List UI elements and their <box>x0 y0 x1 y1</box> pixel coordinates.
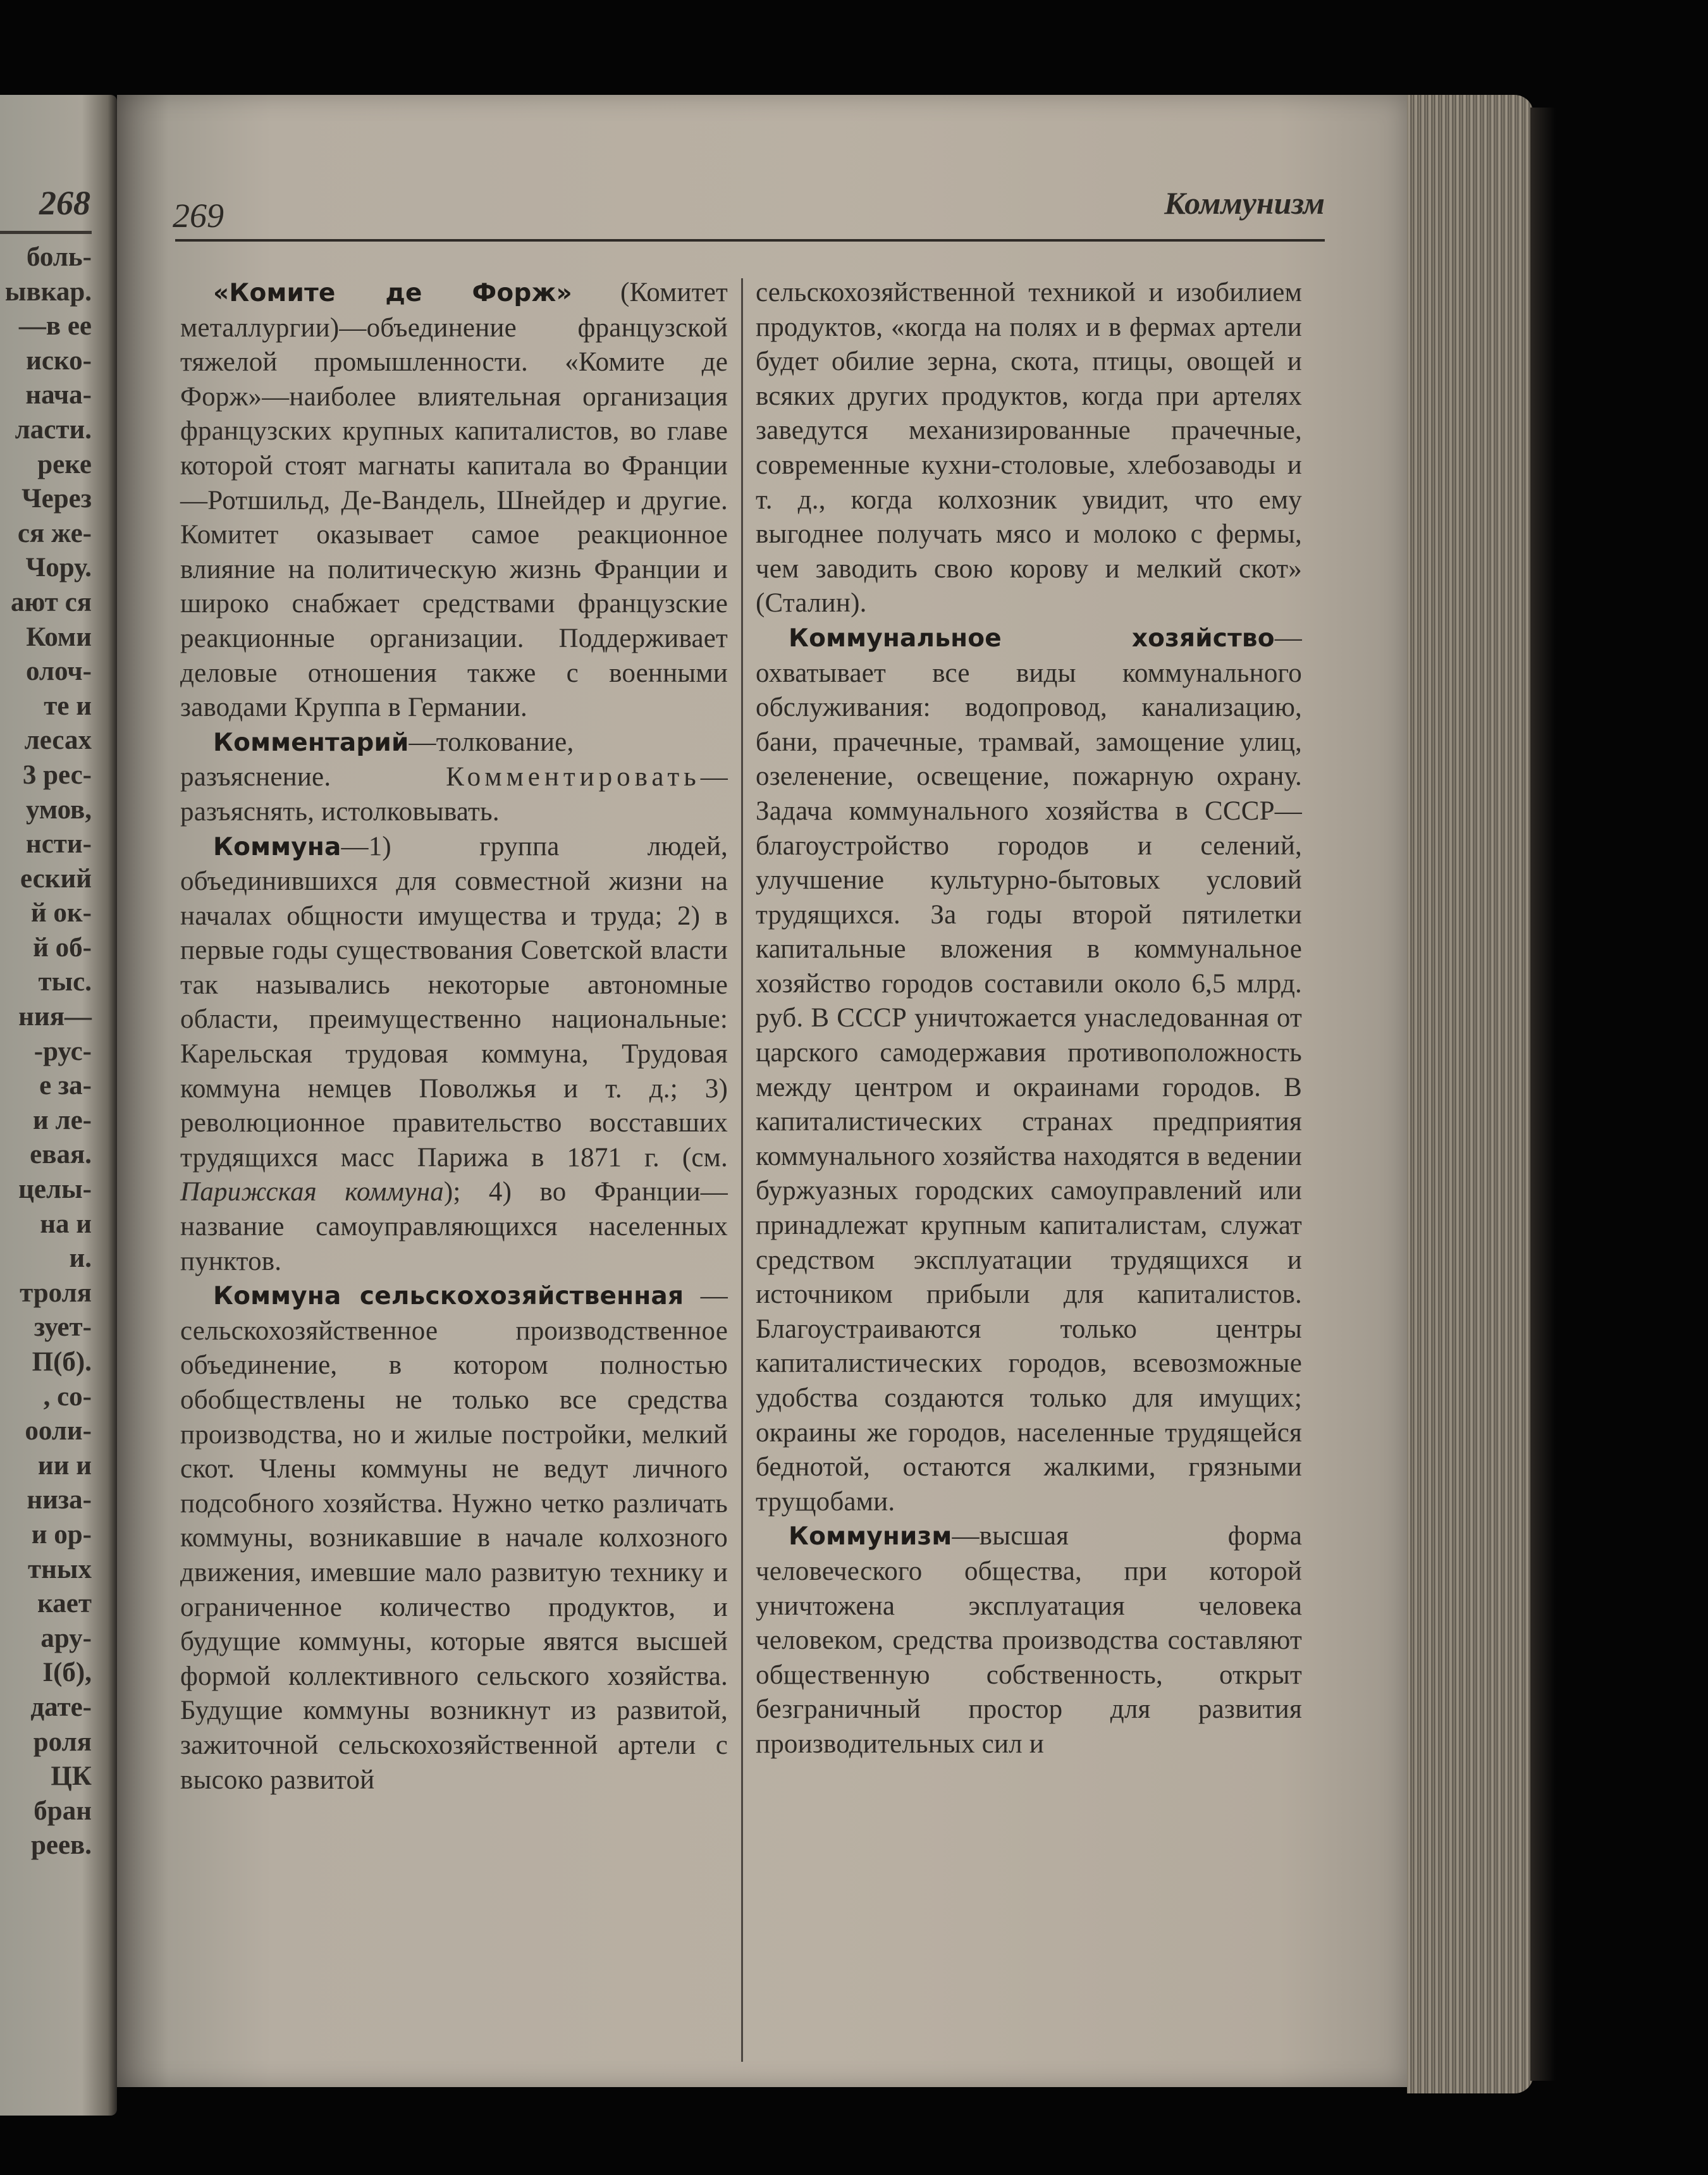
previous-page-line-fragment: —в ее <box>18 311 92 342</box>
previous-page-line-fragment: 3 рес- <box>22 760 92 790</box>
previous-page <box>0 95 117 2116</box>
entry-term: Коммунизм <box>789 1522 952 1551</box>
previous-page-line-fragment: , со- <box>43 1381 92 1412</box>
entry-kommentariy <box>180 725 728 830</box>
entry-term: Коммунальное хозяйство <box>789 624 1275 653</box>
previous-page-line-fragment: кает <box>37 1589 92 1619</box>
previous-page-line-fragment: ласти. <box>15 414 92 445</box>
text-column-left <box>180 276 728 1797</box>
previous-page-line-fragment: I(б), <box>42 1658 92 1688</box>
previous-page-line-fragment: Чору. <box>25 553 92 583</box>
previous-page-line-fragment: евая. <box>30 1140 92 1170</box>
entry-kommunalnoe-khozyaystvo <box>756 621 1302 1519</box>
text-column-right <box>756 276 1302 1762</box>
previous-page-line-fragment: ару- <box>40 1623 92 1653</box>
previous-page-line-fragment: дате- <box>30 1692 92 1722</box>
entry-text: —толкование, разъяснение. <box>180 727 574 792</box>
entry-text: —1) группа людей, объединившихся для совместной жизни на началах общности имущества и труда; 2) в первые годы существования Советской власти так назывались некоторые автономные области, преимущественно национальные: Карельская трудовая коммуна, Трудовая коммуна немцев Поволжья и т. д.; 3) революционное правительство восставших трудящихся масс Парижа в 1871 г. (см. <box>180 831 728 1173</box>
previous-page-line-fragment: е за- <box>39 1071 92 1101</box>
previous-page-line-fragment: троля <box>20 1278 92 1308</box>
previous-page-line-fragment: лесах <box>24 725 92 756</box>
previous-page-line-fragment: умов, <box>25 794 92 825</box>
entry-derived-term: Комментировать <box>446 762 701 792</box>
entry-term: Коммуна сельскохозяйственная <box>213 1282 684 1311</box>
previous-page-line-fragment: ЦК <box>51 1761 92 1792</box>
entry-text: — сельскохозяйственное производственное объединение, в котором полностью обобществлены не только все средства производства, но и жилые постройки, мелкий скот. Члены коммуны не ведут личного подсобного хозяйства. Нужно четко различать коммуны, возникавшие в начале колхозного движения, имевшие мало развитую технику и ограниченное количество продуктов, и будущие коммуны, которые явятся высшей формой коллективного сельского хозяйства. Будущие коммуны возникнут из развитой, зажиточной сельскохозяйственной артели с высоко развитой <box>180 1281 728 1795</box>
page-number: 269 <box>173 197 224 235</box>
previous-page-line-fragment: ния— <box>18 1002 92 1032</box>
previous-page-line-fragment: ывкар. <box>4 276 92 307</box>
previous-page-line-fragment: бран <box>34 1796 92 1826</box>
column-divider <box>741 278 743 2062</box>
previous-page-line-fragment: тных <box>28 1554 92 1584</box>
previous-page-line-fragment: Коми <box>26 622 92 652</box>
entry-text: —охватывает все виды коммунального обслуживания: водопровод, канализацию, бани, прачечные, трамвай, замощение улиц, озеленение, освещение, пожарную охрану. Задача коммунального хозяйства в СССР—благоустройство городов и селений, улучшение культурно-бытовых условий трудящихся. За годы второй пятилетки капитальные вложения в коммунальное хозяйство городов составили около 6,5 млрд. руб. В СССР уничтожается унаследованная от царского самодержавия противоположность между центром и окраинами городов. В капиталистических странах предприятия коммунального хозяйства находятся в ведении буржуазных городских самоуправлений или принадлежат крупным капиталистам, служат средством эксплуатации трудящихся и источником прибыли для капиталистов. Благоустраиваются только центры капиталистических городов, всевозможные удобства создаются только для имущих; окраины же городов, населенные трудящейся беднотой, остаются жалкими, грязными трущобами. <box>756 622 1302 1517</box>
previous-page-line-fragment: П(б). <box>32 1347 92 1377</box>
previous-page-line-fragment: роля <box>33 1727 92 1757</box>
previous-page-line-fragment: реке <box>37 449 92 479</box>
book-shadow <box>1530 108 1556 2081</box>
entry-term: Комментарий <box>213 728 409 757</box>
previous-page-line-fragment: реев. <box>30 1830 92 1861</box>
entry-continuation <box>756 276 1302 621</box>
header-rule <box>175 239 1325 242</box>
previous-page-line-fragment: -рус- <box>34 1036 92 1066</box>
entry-term: «Комите де Форж» <box>213 279 572 307</box>
entry-text: —высшая форма человеческого общества, при которой уничтожена эксплуатация человека человеком, средства производства составляют общественную собственность, открыт безграничный простор для развития производительных сил и <box>756 1521 1302 1759</box>
book-page-edges <box>1407 95 1533 2093</box>
entry-text: ); 4) во Франции—название самоуправляющихся населенных пунктов. <box>180 1177 728 1276</box>
entry-kommunizm <box>756 1519 1302 1761</box>
entry-term: Коммуна <box>213 832 341 861</box>
previous-page-line-fragment: ся же- <box>17 518 92 548</box>
previous-page-line-fragment: й ок- <box>30 898 92 928</box>
previous-page-line-fragment: целы- <box>18 1174 92 1205</box>
previous-page-line-fragment: нача- <box>25 380 92 410</box>
previous-page-line-fragment: еский <box>20 863 92 894</box>
previous-page-line-fragment: нсти- <box>25 829 92 860</box>
previous-page-line-fragment: олоч- <box>25 656 92 687</box>
entry-text: —разъяснять, истолковывать. <box>180 762 728 827</box>
previous-page-line-fragment: ают ся <box>10 587 92 617</box>
entry-kommuna-selskokhozyaystvennaya <box>180 1279 728 1797</box>
previous-page-header-rule <box>0 231 92 234</box>
entry-text: сельскохозяйственной техникой и изобилием продуктов, «когда на полях и в фермах артели будет обилие зерна, скота, птицы, овощей и всяких других продуктов, когда при артелях заведутся механизированные прачечные, современные кухни-столовые, хлебозаводы и т. д., когда колхозник увидит, что ему выгоднее получать мясо и молоко с фермы, чем заводить свою корову и мелкий скот» (Сталин). <box>756 278 1302 619</box>
previous-page-line-fragment: зует- <box>34 1312 92 1343</box>
previous-page-line-fragment: ооли- <box>25 1416 92 1446</box>
previous-page-line-fragment: и. <box>69 1243 92 1274</box>
previous-page-line-fragment: низа- <box>27 1485 92 1515</box>
previous-page-line-fragment: те и <box>44 691 92 721</box>
entry-komite-de-forzh <box>180 276 728 725</box>
running-head: Коммунизм <box>1164 185 1325 221</box>
previous-page-line-fragment: Через <box>22 484 92 514</box>
cross-reference: Парижская коммуна <box>180 1177 444 1207</box>
previous-page-line-fragment: тыс. <box>38 967 92 997</box>
entry-kommuna <box>180 830 728 1279</box>
previous-page-line-fragment: й об- <box>33 932 92 963</box>
previous-page-line-fragment: и ор- <box>31 1519 92 1550</box>
previous-page-line-fragment: боль- <box>26 242 92 272</box>
previous-page-number: 268 <box>39 184 90 222</box>
previous-page-line-fragment: на и <box>40 1209 92 1239</box>
previous-page-line-fragment: ии и <box>37 1450 92 1481</box>
previous-page-line-fragment: иско- <box>26 345 92 376</box>
previous-page-line-fragment: и ле- <box>32 1105 92 1135</box>
book-page <box>117 95 1407 2087</box>
previous-page-text-fragments <box>5 240 92 1863</box>
entry-text: (Комитет металлургии)—объединение французской тяжелой промышленности. «Комите де Форж»—наиболее влиятельная организация французских крупных капиталистов, во главе которой стоят магнаты капитала во Франции—Ротшильд, Де-Вандель, Шнейдер и другие. Комитет оказывает самое реакционное влияние на политическую жизнь Франции и широко снабжает средствами французские реакционные организации. Поддерживает деловые отношения также с военными заводами Круппа в Германии. <box>180 278 728 723</box>
